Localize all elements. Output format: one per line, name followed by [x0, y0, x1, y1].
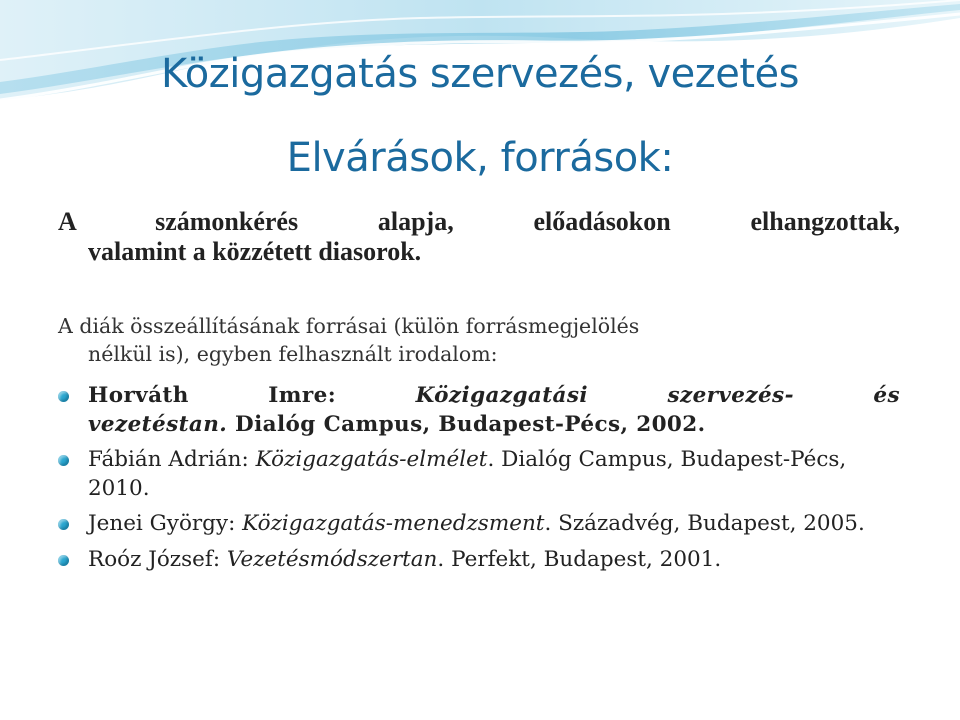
reference-author: Horváth Imre:	[88, 383, 416, 408]
slide-title: Közigazgatás szervezés, vezetés	[161, 51, 799, 97]
reference-list	[58, 382, 900, 581]
list-item	[58, 510, 900, 539]
reference-title: Közigazgatás-menedzsment	[242, 511, 545, 536]
bullet-icon	[58, 391, 69, 402]
reference-author: Fábián Adrián:	[88, 447, 256, 472]
sources-line-2: nélkül is), egyben felhasznált irodalom:	[88, 342, 498, 366]
reference-publisher: . Perfekt, Budapest, 2001.	[437, 546, 722, 572]
reference-title: Közigazgatási szervezés- és	[415, 383, 900, 408]
list-item	[58, 382, 900, 439]
reference-row-1	[88, 382, 900, 411]
intro-paragraph	[58, 207, 900, 267]
sources-line-1: A diák összeállításának forrásai (külön forrásmegjelölés	[58, 314, 640, 338]
sources-paragraph	[58, 312, 900, 368]
intro-line-1: A számonkérés alapja, előadásokon elhangzottak,	[58, 207, 900, 236]
reference-author: Roóz József:	[88, 546, 227, 572]
bullet-icon	[58, 519, 69, 530]
list-item	[58, 446, 900, 503]
reference-publisher: . Dialóg Campus, Budapest-Pécs, 2010.	[88, 447, 847, 501]
reference-title: Vezetésmódszertan	[226, 546, 438, 572]
intro-line-2: valamint a közzétett diasorok.	[88, 237, 422, 266]
bullet-icon	[58, 555, 69, 566]
reference-row-2	[88, 411, 900, 440]
reference-publisher: . Századvég, Budapest, 2005.	[544, 511, 865, 536]
reference-title-continued: vezetéstan.	[88, 411, 228, 437]
reference-title: Közigazgatás-elmélet	[255, 447, 488, 472]
list-item	[58, 546, 900, 575]
reference-publisher: Dialóg Campus, Budapest-Pécs, 2002.	[227, 411, 706, 437]
bullet-icon	[58, 455, 69, 466]
reference-author: Jenei György:	[88, 511, 243, 536]
slide-subtitle: Elvárások, források:	[286, 135, 674, 181]
